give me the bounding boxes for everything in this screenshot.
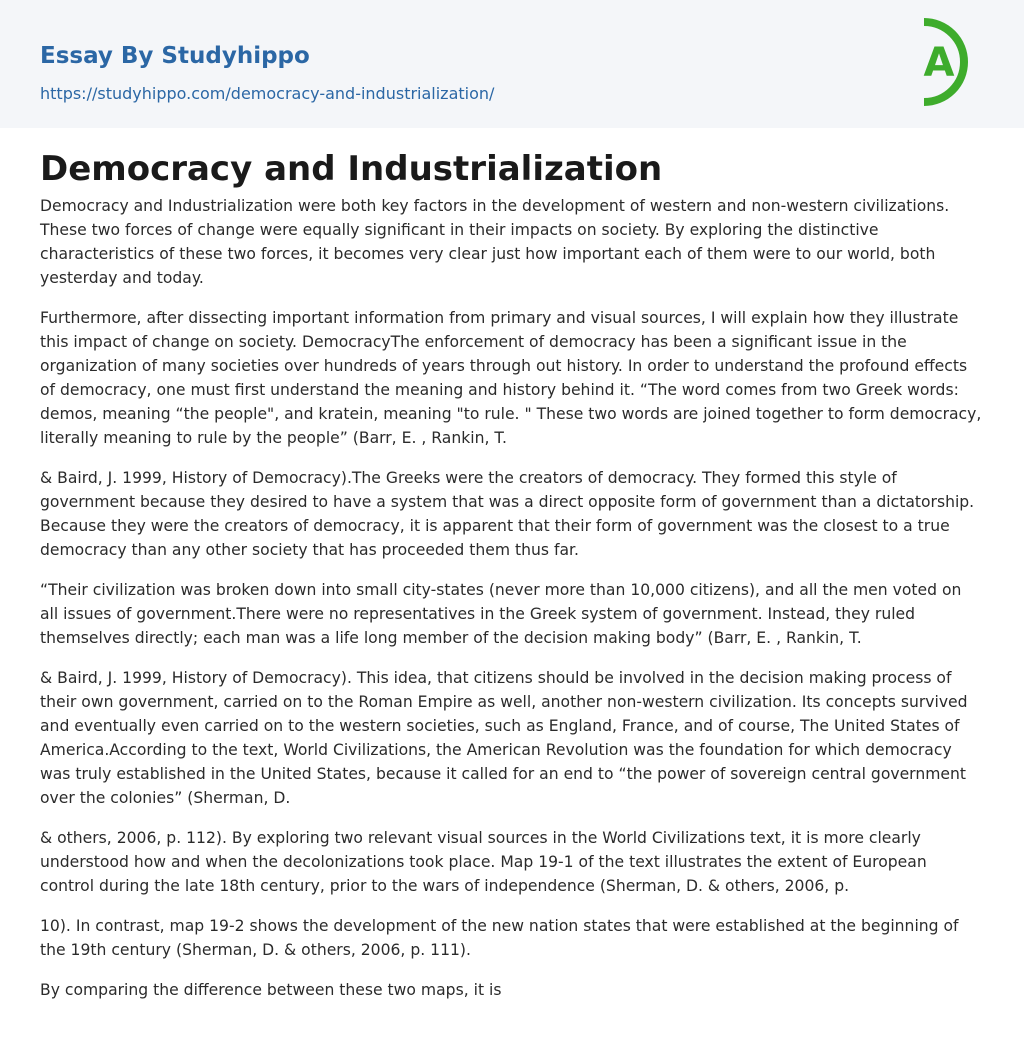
essay-title: Democracy and Industrialization [40,149,663,189]
site-header [0,0,1024,128]
essay-paragraph: & others, 2006, p. 112). By exploring two relevant visual sources in the World Civilizations text, it is more clearly understood how and when the decolonizations took place. Map 19-1 of the text illustrates the extent of European control during the late 18th century, prior to the wars of independence (Sherman, D. & others, 2006, p. [40,829,927,895]
essay-paragraph: By comparing the difference between these two maps, it is [40,981,502,999]
essay-content [0,128,1024,1002]
essay-paragraph: & Baird, J. 1999, History of Democracy). This idea, that citizens should be involved in the decision making process of their own government, carried on to the Roman Empire as well, another non-western civilization. Its concepts survived and eventually even carried on to the western societies, such as England, France, and of course, The United States of America.According to the text, World Civilizations, the American Revolution was the foundation for which democracy was truly established in the United States, because it called for an end to “the power of sovereign central government over the colonies” (Sherman, D. [40,669,968,807]
studyhippo-a-logo-icon[interactable] [903,16,989,108]
essay-paragraph: “Their civilization was broken down into small city-states (never more than 10,000 citizens), and all the men voted on all issues of government.There were no representatives in the Greek system of government. Instead, they ruled themselves directly; each man was a life long member of the decision making body” (Barr, E. , Rankin, T. [40,581,962,647]
logo-letter: A [923,40,955,86]
site-title[interactable]: Essay By Studyhippo [40,43,310,69]
essay-paragraph: & Baird, J. 1999, History of Democracy).The Greeks were the creators of democracy. They formed this style of government because they desired to have a system that was a direct opposite form of government than a dictatorship. Because they were the creators of democracy, it is apparent that their form of government was the closest to a true democracy than any other society that has proceeded them thus far. [40,469,975,559]
essay-paragraph: Furthermore, after dissecting important information from primary and visual sources, I will explain how they illustrate this impact of change on society. DemocracyThe enforcement of democracy has been a significant issue in the organization of many societies over hundreds of years through out history. In order to understand the profound effects of democracy, one must first understand the meaning and history behind it. “The word comes from two Greek words: demos, meaning “the people", and kratein, meaning "to rule. " These two words are joined together to form democracy, literally meaning to rule by the people” (Barr, E. , Rankin, T. [40,309,982,447]
essay-paragraph: Democracy and Industrialization were both key factors in the development of western and non-western civilizations. These two forces of change were equally significant in their impacts on society. By exploring the distinctive characteristics of these two forces, it becomes very clear just how important each of them were to our world, both yesterday and today. [40,197,950,287]
essay-paragraph: 10). In contrast, map 19-2 shows the development of the new nation states that were established at the beginning of the 19th century (Sherman, D. & others, 2006, p. 111). [40,917,959,959]
essay-url-link[interactable]: https://studyhippo.com/democracy-and-industrialization/ [40,84,495,103]
